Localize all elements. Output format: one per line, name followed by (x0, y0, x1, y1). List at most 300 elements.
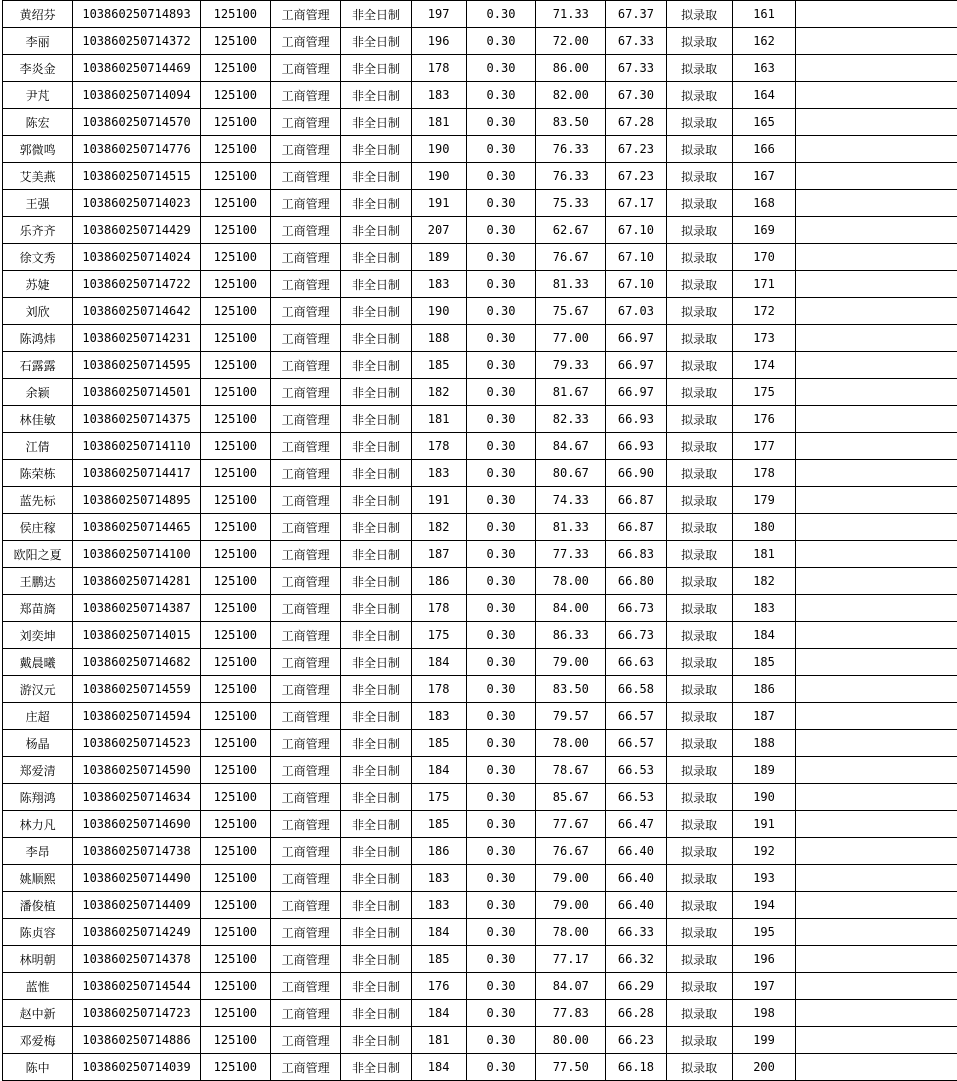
rank-cell: 162 (732, 28, 796, 55)
major-code-cell: 125100 (200, 838, 270, 865)
rank-cell: 177 (732, 433, 796, 460)
weight-cell: 0.30 (466, 730, 536, 757)
major-name-cell: 工商管理 (270, 784, 340, 811)
status-cell: 拟录取 (666, 217, 732, 244)
table-row (3, 406, 957, 433)
weight-cell: 0.30 (466, 622, 536, 649)
major-name-cell: 工商管理 (270, 622, 340, 649)
weight-cell: 0.30 (466, 1027, 536, 1054)
total-score-cell: 66.53 (606, 784, 666, 811)
study-mode-cell: 非全日制 (341, 703, 411, 730)
exam-id-cell: 103860250714231 (73, 325, 200, 352)
total-score-cell: 66.97 (606, 352, 666, 379)
study-mode-cell: 非全日制 (341, 460, 411, 487)
table-row (3, 163, 957, 190)
total-score-cell: 66.40 (606, 865, 666, 892)
major-code-cell: 125100 (200, 919, 270, 946)
rank-cell: 184 (732, 622, 796, 649)
major-name-cell: 工商管理 (270, 379, 340, 406)
total-score-cell: 67.33 (606, 55, 666, 82)
interview-score-cell: 77.33 (536, 541, 606, 568)
initial-score-cell: 189 (411, 244, 466, 271)
total-score-cell: 66.18 (606, 1054, 666, 1081)
major-name-cell: 工商管理 (270, 703, 340, 730)
major-code-cell: 125100 (200, 28, 270, 55)
empty-cell (796, 379, 957, 406)
major-name-cell: 工商管理 (270, 649, 340, 676)
table-row (3, 757, 957, 784)
weight-cell: 0.30 (466, 109, 536, 136)
name-cell: 艾美燕 (3, 163, 73, 190)
rank-cell: 171 (732, 271, 796, 298)
name-cell: 庄超 (3, 703, 73, 730)
table-row (3, 136, 957, 163)
weight-cell: 0.30 (466, 757, 536, 784)
weight-cell: 0.30 (466, 487, 536, 514)
weight-cell: 0.30 (466, 595, 536, 622)
total-score-cell: 67.33 (606, 28, 666, 55)
initial-score-cell: 186 (411, 838, 466, 865)
rank-cell: 200 (732, 1054, 796, 1081)
interview-score-cell: 80.00 (536, 1027, 606, 1054)
status-cell: 拟录取 (666, 892, 732, 919)
status-cell: 拟录取 (666, 649, 732, 676)
weight-cell: 0.30 (466, 136, 536, 163)
study-mode-cell: 非全日制 (341, 649, 411, 676)
table-row (3, 352, 957, 379)
major-name-cell: 工商管理 (270, 217, 340, 244)
name-cell: 蓝惟 (3, 973, 73, 1000)
initial-score-cell: 183 (411, 892, 466, 919)
study-mode-cell: 非全日制 (341, 514, 411, 541)
major-name-cell: 工商管理 (270, 1054, 340, 1081)
name-cell: 潘俊植 (3, 892, 73, 919)
empty-cell (796, 1, 957, 28)
interview-score-cell: 82.33 (536, 406, 606, 433)
name-cell: 陈宏 (3, 109, 73, 136)
status-cell: 拟录取 (666, 55, 732, 82)
empty-cell (796, 28, 957, 55)
total-score-cell: 67.37 (606, 1, 666, 28)
major-code-cell: 125100 (200, 325, 270, 352)
total-score-cell: 66.93 (606, 406, 666, 433)
status-cell: 拟录取 (666, 82, 732, 109)
interview-score-cell: 78.00 (536, 568, 606, 595)
study-mode-cell: 非全日制 (341, 271, 411, 298)
initial-score-cell: 185 (411, 811, 466, 838)
name-cell: 陈荣栋 (3, 460, 73, 487)
exam-id-cell: 103860250714378 (73, 946, 200, 973)
weight-cell: 0.30 (466, 217, 536, 244)
initial-score-cell: 175 (411, 784, 466, 811)
major-name-cell: 工商管理 (270, 109, 340, 136)
empty-cell (796, 865, 957, 892)
major-name-cell: 工商管理 (270, 1027, 340, 1054)
table-row (3, 1027, 957, 1054)
rank-cell: 161 (732, 1, 796, 28)
name-cell: 陈中 (3, 1054, 73, 1081)
table-row (3, 514, 957, 541)
interview-score-cell: 76.33 (536, 163, 606, 190)
interview-score-cell: 81.67 (536, 379, 606, 406)
exam-id-cell: 103860250714559 (73, 676, 200, 703)
weight-cell: 0.30 (466, 1054, 536, 1081)
initial-score-cell: 178 (411, 55, 466, 82)
exam-id-cell: 103860250714682 (73, 649, 200, 676)
status-cell: 拟录取 (666, 784, 732, 811)
interview-score-cell: 77.83 (536, 1000, 606, 1027)
exam-id-cell: 103860250714372 (73, 28, 200, 55)
weight-cell: 0.30 (466, 892, 536, 919)
major-code-cell: 125100 (200, 568, 270, 595)
table-row (3, 730, 957, 757)
study-mode-cell: 非全日制 (341, 946, 411, 973)
weight-cell: 0.30 (466, 298, 536, 325)
exam-id-cell: 103860250714094 (73, 82, 200, 109)
major-code-cell: 125100 (200, 649, 270, 676)
major-name-cell: 工商管理 (270, 190, 340, 217)
rank-cell: 180 (732, 514, 796, 541)
weight-cell: 0.30 (466, 163, 536, 190)
major-code-cell: 125100 (200, 757, 270, 784)
exam-id-cell: 103860250714281 (73, 568, 200, 595)
empty-cell (796, 892, 957, 919)
rank-cell: 198 (732, 1000, 796, 1027)
rank-cell: 165 (732, 109, 796, 136)
status-cell: 拟录取 (666, 703, 732, 730)
exam-id-cell: 103860250714523 (73, 730, 200, 757)
interview-score-cell: 86.00 (536, 55, 606, 82)
initial-score-cell: 182 (411, 379, 466, 406)
rank-cell: 192 (732, 838, 796, 865)
status-cell: 拟录取 (666, 460, 732, 487)
major-name-cell: 工商管理 (270, 811, 340, 838)
total-score-cell: 66.80 (606, 568, 666, 595)
status-cell: 拟录取 (666, 568, 732, 595)
rank-cell: 194 (732, 892, 796, 919)
rank-cell: 191 (732, 811, 796, 838)
exam-id-cell: 103860250714738 (73, 838, 200, 865)
empty-cell (796, 190, 957, 217)
empty-cell (796, 109, 957, 136)
exam-id-cell: 103860250714023 (73, 190, 200, 217)
exam-id-cell: 103860250714594 (73, 703, 200, 730)
major-code-cell: 125100 (200, 892, 270, 919)
total-score-cell: 66.47 (606, 811, 666, 838)
interview-score-cell: 81.33 (536, 514, 606, 541)
initial-score-cell: 185 (411, 352, 466, 379)
table-row (3, 1000, 957, 1027)
total-score-cell: 66.57 (606, 730, 666, 757)
initial-score-cell: 184 (411, 919, 466, 946)
study-mode-cell: 非全日制 (341, 811, 411, 838)
interview-score-cell: 75.67 (536, 298, 606, 325)
table-row (3, 109, 957, 136)
study-mode-cell: 非全日制 (341, 244, 411, 271)
exam-id-cell: 103860250714723 (73, 1000, 200, 1027)
major-code-cell: 125100 (200, 1000, 270, 1027)
weight-cell: 0.30 (466, 973, 536, 1000)
total-score-cell: 66.28 (606, 1000, 666, 1027)
major-name-cell: 工商管理 (270, 568, 340, 595)
total-score-cell: 66.58 (606, 676, 666, 703)
table-row (3, 487, 957, 514)
major-name-cell: 工商管理 (270, 892, 340, 919)
major-name-cell: 工商管理 (270, 163, 340, 190)
empty-cell (796, 55, 957, 82)
exam-id-cell: 103860250714690 (73, 811, 200, 838)
major-name-cell: 工商管理 (270, 676, 340, 703)
status-cell: 拟录取 (666, 28, 732, 55)
status-cell: 拟录取 (666, 514, 732, 541)
weight-cell: 0.30 (466, 352, 536, 379)
interview-score-cell: 78.00 (536, 919, 606, 946)
total-score-cell: 66.97 (606, 379, 666, 406)
major-code-cell: 125100 (200, 973, 270, 1000)
weight-cell: 0.30 (466, 271, 536, 298)
major-code-cell: 125100 (200, 595, 270, 622)
total-score-cell: 67.10 (606, 271, 666, 298)
major-name-cell: 工商管理 (270, 946, 340, 973)
name-cell: 林力凡 (3, 811, 73, 838)
major-name-cell: 工商管理 (270, 298, 340, 325)
empty-cell (796, 649, 957, 676)
status-cell: 拟录取 (666, 271, 732, 298)
major-name-cell: 工商管理 (270, 595, 340, 622)
table-row (3, 541, 957, 568)
exam-id-cell: 103860250714722 (73, 271, 200, 298)
name-cell: 尹芃 (3, 82, 73, 109)
empty-cell (796, 973, 957, 1000)
total-score-cell: 66.87 (606, 487, 666, 514)
empty-cell (796, 136, 957, 163)
exam-id-cell: 103860250714387 (73, 595, 200, 622)
study-mode-cell: 非全日制 (341, 892, 411, 919)
major-code-cell: 125100 (200, 163, 270, 190)
name-cell: 侯庄稼 (3, 514, 73, 541)
rank-cell: 188 (732, 730, 796, 757)
exam-id-cell: 103860250714570 (73, 109, 200, 136)
study-mode-cell: 非全日制 (341, 55, 411, 82)
rank-cell: 182 (732, 568, 796, 595)
study-mode-cell: 非全日制 (341, 1054, 411, 1081)
rank-cell: 169 (732, 217, 796, 244)
study-mode-cell: 非全日制 (341, 838, 411, 865)
empty-cell (796, 1000, 957, 1027)
status-cell: 拟录取 (666, 433, 732, 460)
table-row (3, 325, 957, 352)
empty-cell (796, 82, 957, 109)
total-score-cell: 66.23 (606, 1027, 666, 1054)
major-name-cell: 工商管理 (270, 28, 340, 55)
empty-cell (796, 163, 957, 190)
name-cell: 邓爱梅 (3, 1027, 73, 1054)
study-mode-cell: 非全日制 (341, 1, 411, 28)
exam-id-cell: 103860250714893 (73, 1, 200, 28)
initial-score-cell: 183 (411, 460, 466, 487)
exam-id-cell: 103860250714595 (73, 352, 200, 379)
interview-score-cell: 79.00 (536, 649, 606, 676)
rank-cell: 163 (732, 55, 796, 82)
rank-cell: 175 (732, 379, 796, 406)
total-score-cell: 66.97 (606, 325, 666, 352)
initial-score-cell: 178 (411, 676, 466, 703)
interview-score-cell: 71.33 (536, 1, 606, 28)
table-row (3, 1, 957, 28)
table-row (3, 703, 957, 730)
rank-cell: 196 (732, 946, 796, 973)
interview-score-cell: 77.50 (536, 1054, 606, 1081)
status-cell: 拟录取 (666, 541, 732, 568)
major-name-cell: 工商管理 (270, 757, 340, 784)
study-mode-cell: 非全日制 (341, 163, 411, 190)
rank-cell: 166 (732, 136, 796, 163)
interview-score-cell: 79.33 (536, 352, 606, 379)
status-cell: 拟录取 (666, 190, 732, 217)
major-code-cell: 125100 (200, 1027, 270, 1054)
interview-score-cell: 80.67 (536, 460, 606, 487)
empty-cell (796, 487, 957, 514)
major-name-cell: 工商管理 (270, 487, 340, 514)
empty-cell (796, 271, 957, 298)
weight-cell: 0.30 (466, 568, 536, 595)
study-mode-cell: 非全日制 (341, 1027, 411, 1054)
study-mode-cell: 非全日制 (341, 622, 411, 649)
interview-score-cell: 78.67 (536, 757, 606, 784)
study-mode-cell: 非全日制 (341, 82, 411, 109)
weight-cell: 0.30 (466, 919, 536, 946)
major-code-cell: 125100 (200, 379, 270, 406)
interview-score-cell: 76.67 (536, 244, 606, 271)
total-score-cell: 66.87 (606, 514, 666, 541)
empty-cell (796, 676, 957, 703)
major-code-cell: 125100 (200, 82, 270, 109)
major-name-cell: 工商管理 (270, 271, 340, 298)
initial-score-cell: 191 (411, 487, 466, 514)
major-code-cell: 125100 (200, 136, 270, 163)
major-code-cell: 125100 (200, 433, 270, 460)
initial-score-cell: 196 (411, 28, 466, 55)
major-name-cell: 工商管理 (270, 973, 340, 1000)
initial-score-cell: 207 (411, 217, 466, 244)
table-row (3, 595, 957, 622)
initial-score-cell: 184 (411, 1054, 466, 1081)
initial-score-cell: 183 (411, 82, 466, 109)
major-code-cell: 125100 (200, 1, 270, 28)
status-cell: 拟录取 (666, 352, 732, 379)
interview-score-cell: 79.00 (536, 892, 606, 919)
study-mode-cell: 非全日制 (341, 1000, 411, 1027)
table-row (3, 811, 957, 838)
status-cell: 拟录取 (666, 811, 732, 838)
table-row (3, 865, 957, 892)
status-cell: 拟录取 (666, 622, 732, 649)
study-mode-cell: 非全日制 (341, 487, 411, 514)
exam-id-cell: 103860250714469 (73, 55, 200, 82)
weight-cell: 0.30 (466, 676, 536, 703)
exam-id-cell: 103860250714465 (73, 514, 200, 541)
status-cell: 拟录取 (666, 757, 732, 784)
study-mode-cell: 非全日制 (341, 352, 411, 379)
name-cell: 苏婕 (3, 271, 73, 298)
major-name-cell: 工商管理 (270, 352, 340, 379)
status-cell: 拟录取 (666, 946, 732, 973)
exam-id-cell: 103860250714515 (73, 163, 200, 190)
exam-id-cell: 103860250714895 (73, 487, 200, 514)
table-row (3, 298, 957, 325)
table-row (3, 190, 957, 217)
empty-cell (796, 595, 957, 622)
initial-score-cell: 191 (411, 190, 466, 217)
interview-score-cell: 75.33 (536, 190, 606, 217)
major-code-cell: 125100 (200, 352, 270, 379)
interview-score-cell: 72.00 (536, 28, 606, 55)
total-score-cell: 67.28 (606, 109, 666, 136)
total-score-cell: 66.90 (606, 460, 666, 487)
name-cell: 郑爱清 (3, 757, 73, 784)
table-row (3, 433, 957, 460)
empty-cell (796, 352, 957, 379)
total-score-cell: 66.73 (606, 595, 666, 622)
rank-cell: 195 (732, 919, 796, 946)
initial-score-cell: 182 (411, 514, 466, 541)
major-name-cell: 工商管理 (270, 82, 340, 109)
major-name-cell: 工商管理 (270, 919, 340, 946)
name-cell: 刘欣 (3, 298, 73, 325)
weight-cell: 0.30 (466, 190, 536, 217)
rank-cell: 176 (732, 406, 796, 433)
empty-cell (796, 1054, 957, 1081)
name-cell: 王鹏达 (3, 568, 73, 595)
empty-cell (796, 757, 957, 784)
name-cell: 杨晶 (3, 730, 73, 757)
weight-cell: 0.30 (466, 865, 536, 892)
table-row (3, 379, 957, 406)
initial-score-cell: 184 (411, 649, 466, 676)
table-row (3, 82, 957, 109)
name-cell: 游汉元 (3, 676, 73, 703)
major-code-cell: 125100 (200, 406, 270, 433)
total-score-cell: 67.10 (606, 244, 666, 271)
rank-cell: 168 (732, 190, 796, 217)
table-row (3, 946, 957, 973)
name-cell: 欧阳之夏 (3, 541, 73, 568)
interview-score-cell: 77.00 (536, 325, 606, 352)
exam-id-cell: 103860250714776 (73, 136, 200, 163)
rank-cell: 187 (732, 703, 796, 730)
total-score-cell: 67.23 (606, 163, 666, 190)
rank-cell: 197 (732, 973, 796, 1000)
empty-cell (796, 703, 957, 730)
empty-cell (796, 514, 957, 541)
initial-score-cell: 183 (411, 703, 466, 730)
exam-id-cell: 103860250714039 (73, 1054, 200, 1081)
initial-score-cell: 187 (411, 541, 466, 568)
empty-cell (796, 460, 957, 487)
table-body (3, 1, 957, 1081)
table-row (3, 217, 957, 244)
study-mode-cell: 非全日制 (341, 595, 411, 622)
major-code-cell: 125100 (200, 946, 270, 973)
weight-cell: 0.30 (466, 379, 536, 406)
name-cell: 徐文秀 (3, 244, 73, 271)
weight-cell: 0.30 (466, 946, 536, 973)
total-score-cell: 66.57 (606, 703, 666, 730)
rank-cell: 179 (732, 487, 796, 514)
exam-id-cell: 103860250714634 (73, 784, 200, 811)
table-row (3, 838, 957, 865)
interview-score-cell: 77.67 (536, 811, 606, 838)
